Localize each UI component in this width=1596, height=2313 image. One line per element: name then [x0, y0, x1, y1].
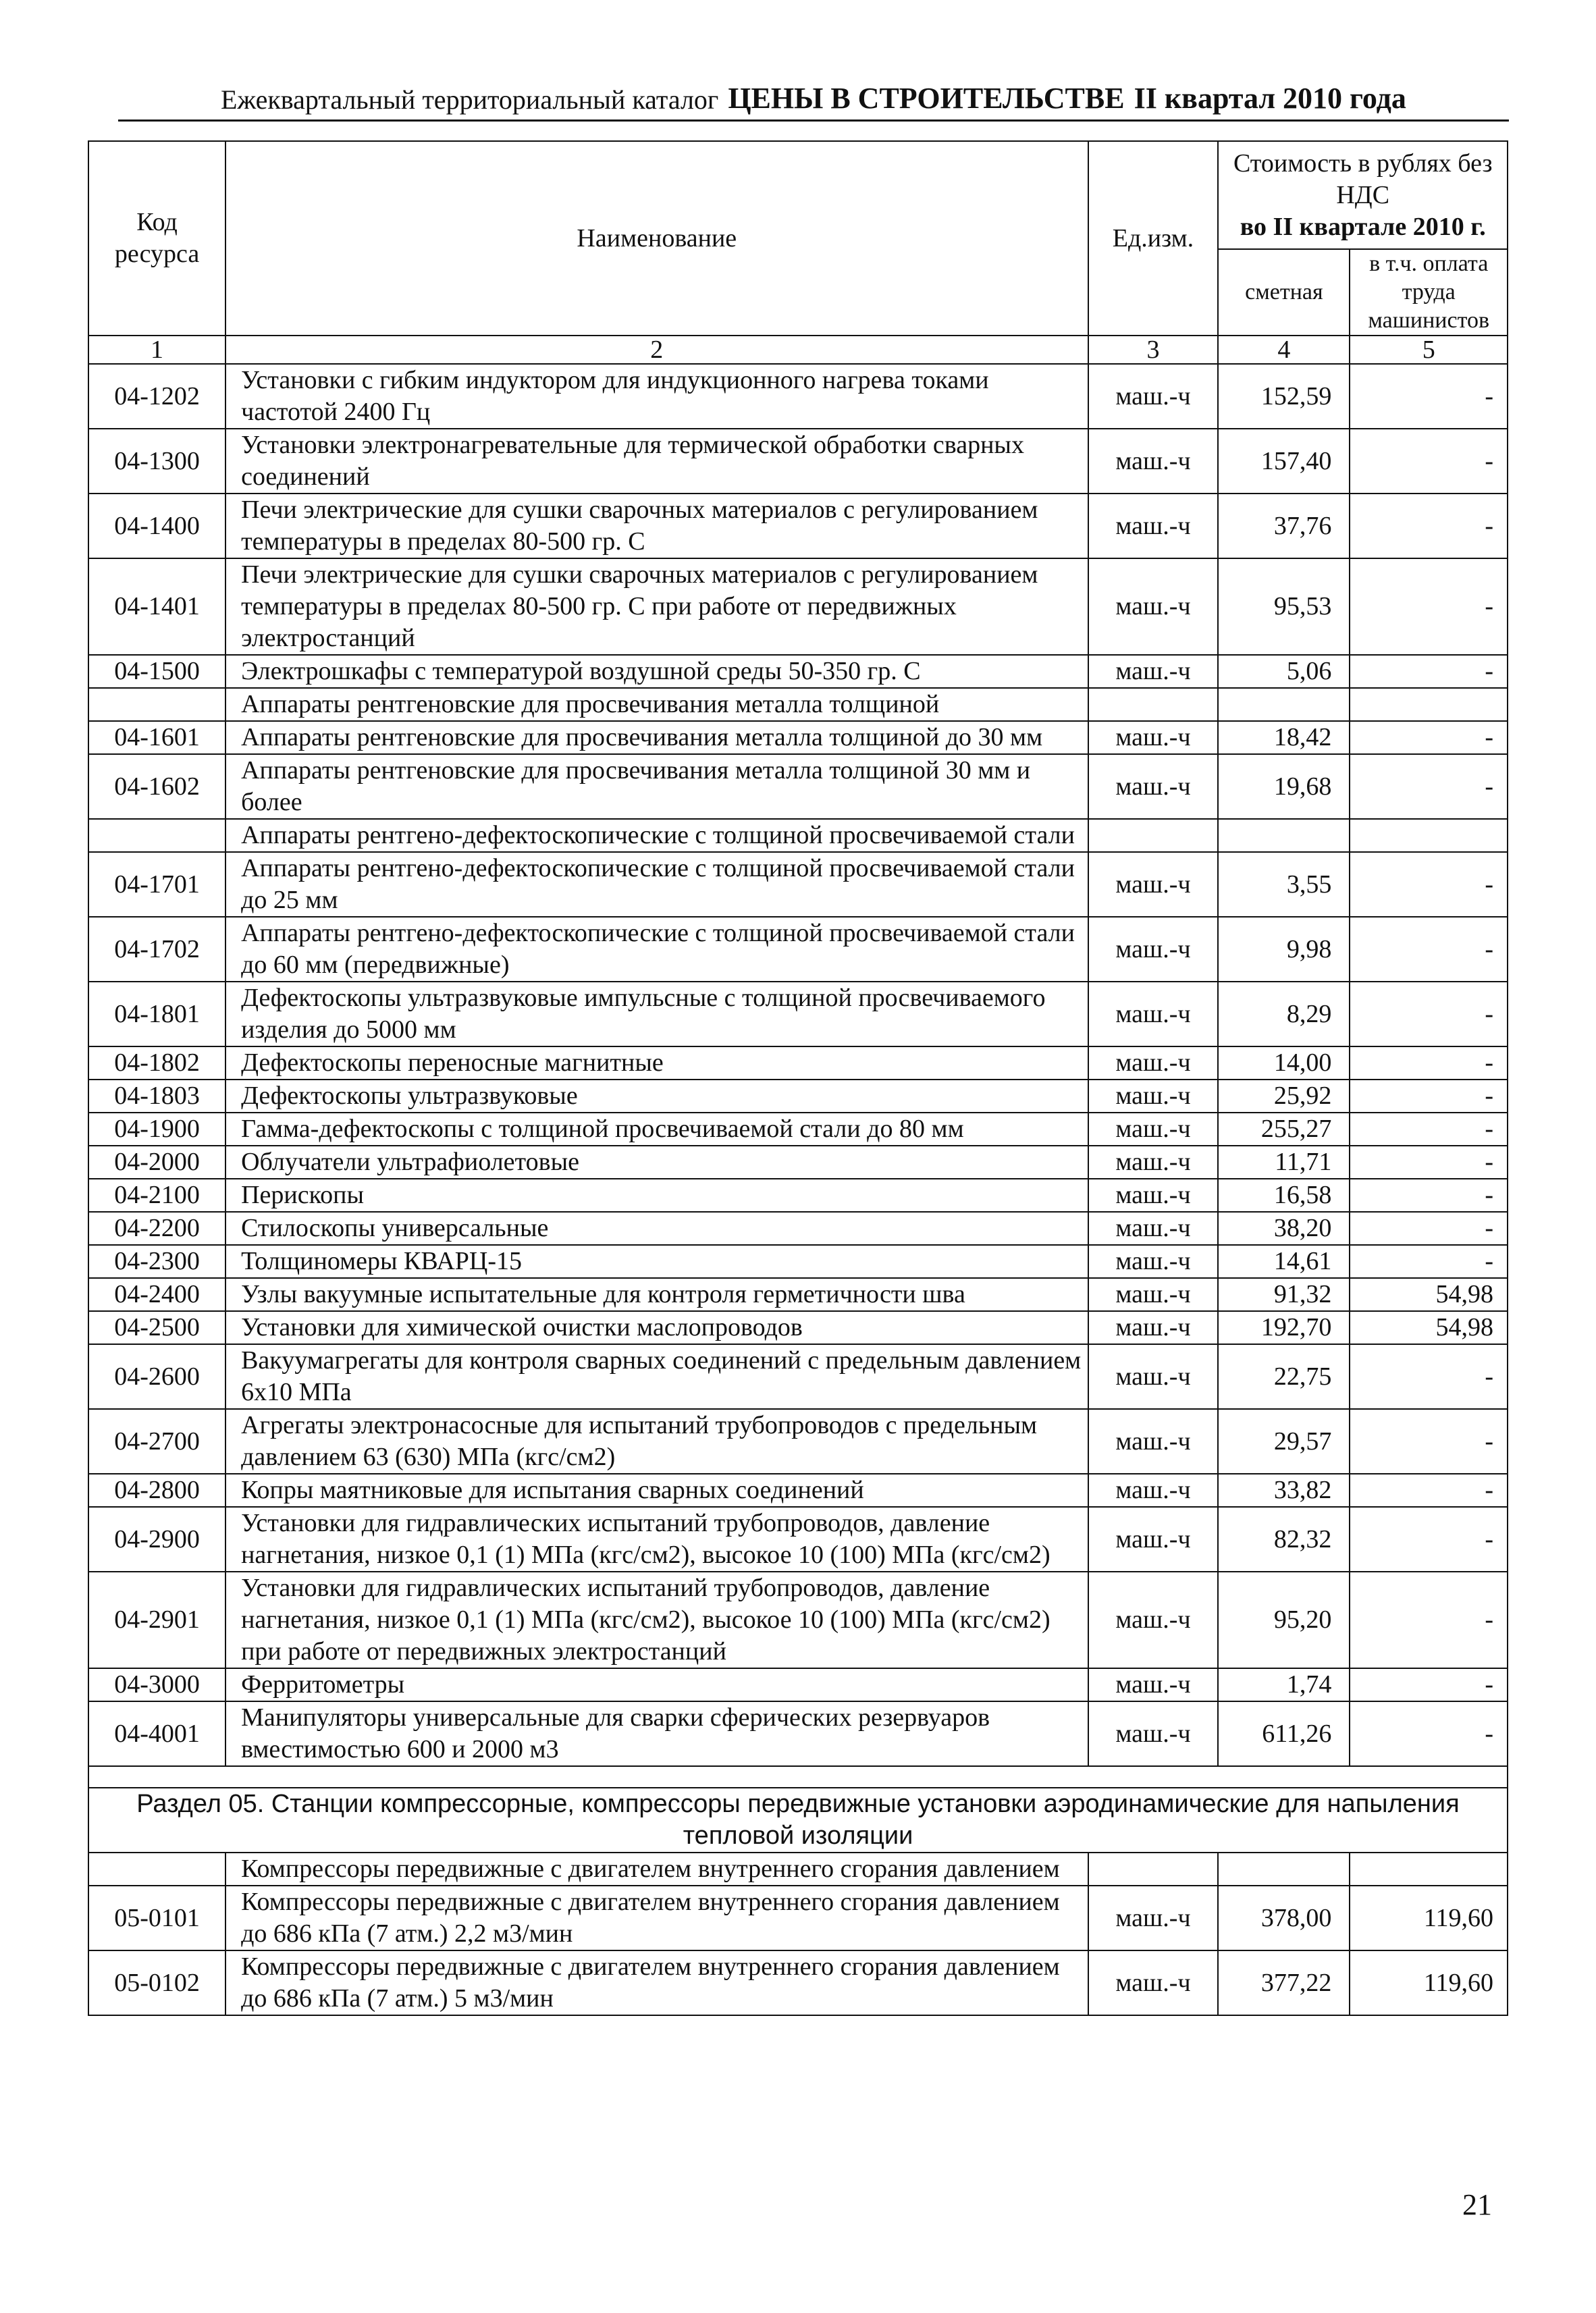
resource-name: Установки для химической очистки маслопроводов	[225, 1311, 1088, 1344]
tariff-cell: -	[1350, 1572, 1508, 1668]
resource-name: Копры маятниковые для испытания сварных соединений	[225, 1474, 1088, 1507]
table-row	[88, 982, 1508, 1046]
tariff-cell: -	[1350, 1080, 1508, 1113]
tariff-cell: -	[1350, 721, 1508, 754]
table-row	[88, 364, 1508, 429]
section-title: Раздел 05. Станции компрессорные, компрессоры передвижные установки аэродинамические для напыления тепловой изоляции	[88, 1788, 1508, 1853]
unit-cell	[1088, 688, 1219, 721]
tariff-cell: -	[1350, 852, 1508, 917]
resource-code: 04-2000	[88, 1146, 225, 1179]
tariff-cell: -	[1350, 982, 1508, 1046]
resource-name: Аппараты рентгено-дефектоскопические с толщиной просвечиваемой стали до 25 мм	[225, 852, 1088, 917]
resource-code: 04-2200	[88, 1212, 225, 1245]
resource-code	[88, 688, 225, 721]
tariff-cell: -	[1350, 494, 1508, 558]
resource-name: Толщиномеры КВАРЦ-15	[225, 1245, 1088, 1278]
page-number: 21	[1462, 2188, 1492, 2221]
resource-code: 05-0101	[88, 1886, 225, 1950]
table-row	[88, 1311, 1508, 1344]
unit-cell: маш.-ч	[1088, 852, 1219, 917]
resource-code: 04-2100	[88, 1179, 225, 1212]
resource-code: 04-1803	[88, 1080, 225, 1113]
resource-code: 04-1202	[88, 364, 225, 429]
price-cell: 152,59	[1218, 364, 1350, 429]
unit-cell: маш.-ч	[1088, 1886, 1219, 1950]
column-header-unit: Ед.изм.	[1088, 141, 1219, 336]
tariff-cell: -	[1350, 1409, 1508, 1474]
price-cell: 25,92	[1218, 1080, 1350, 1113]
column-header-code: Код ресурса	[88, 141, 225, 336]
resource-name: Дефектоскопы ультразвуковые импульсные с толщиной просвечиваемого изделия до 5000 мм	[225, 982, 1088, 1046]
column-number: 3	[1088, 336, 1219, 364]
price-cell: 5,06	[1218, 655, 1350, 688]
table-row	[88, 1245, 1508, 1278]
resource-name: Печи электрические для сушки сварочных материалов с регулированием температуры в пределах 80-500 гр. С	[225, 494, 1088, 558]
resource-name: Аппараты рентгеновские для просвечивания металла толщиной 30 мм и более	[225, 754, 1088, 819]
table-row	[88, 429, 1508, 494]
resource-code: 04-2600	[88, 1344, 225, 1409]
unit-cell: маш.-ч	[1088, 364, 1219, 429]
resource-code: 04-1701	[88, 852, 225, 917]
tariff-cell: -	[1350, 558, 1508, 655]
unit-cell: маш.-ч	[1088, 1278, 1219, 1311]
tariff-cell: -	[1350, 1046, 1508, 1080]
resource-code: 04-1300	[88, 429, 225, 494]
price-table	[88, 140, 1508, 2016]
tariff-cell: -	[1350, 1212, 1508, 1245]
column-header-estimate: сметная	[1218, 249, 1350, 336]
cost-group-label: Стоимость в рублях без НДС	[1233, 149, 1493, 209]
unit-cell: маш.-ч	[1088, 1950, 1219, 2015]
section-row	[88, 1788, 1508, 1853]
unit-cell: маш.-ч	[1088, 1113, 1219, 1146]
catalog-title: ЦЕНЫ В СТРОИТЕЛЬСТВЕ	[728, 82, 1125, 115]
unit-cell: маш.-ч	[1088, 1409, 1219, 1474]
table-row	[88, 819, 1508, 852]
resource-code: 04-1401	[88, 558, 225, 655]
resource-name: Установки электронагревательные для термической обработки сварных соединений	[225, 429, 1088, 494]
table-row	[88, 1572, 1508, 1668]
table-row	[88, 1701, 1508, 1766]
tariff-cell: -	[1350, 1668, 1508, 1701]
tariff-cell: -	[1350, 754, 1508, 819]
resource-code: 04-1802	[88, 1046, 225, 1080]
resource-name: Облучатели ультрафиолетовые	[225, 1146, 1088, 1179]
table-row	[88, 1212, 1508, 1245]
column-header-cost	[1218, 141, 1508, 249]
unit-cell: маш.-ч	[1088, 1179, 1219, 1212]
unit-cell: маш.-ч	[1088, 655, 1219, 688]
price-cell: 8,29	[1218, 982, 1350, 1046]
unit-cell: маш.-ч	[1088, 1572, 1219, 1668]
resource-name: Печи электрические для сушки сварочных материалов с регулированием температуры в пределах 80-500 гр. С при работе от передвижных электростанций	[225, 558, 1088, 655]
resource-code: 04-3000	[88, 1668, 225, 1701]
column-header-name: Наименование	[225, 141, 1088, 336]
price-cell: 82,32	[1218, 1507, 1350, 1572]
unit-cell: маш.-ч	[1088, 1146, 1219, 1179]
price-cell: 14,00	[1218, 1046, 1350, 1080]
price-cell: 255,27	[1218, 1113, 1350, 1146]
table-row	[88, 1146, 1508, 1179]
tariff-cell: -	[1350, 1146, 1508, 1179]
resource-code: 04-2400	[88, 1278, 225, 1311]
resource-name: Установки для гидравлических испытаний трубопроводов, давление нагнетания, низкое 0,1 (1) МПа (кгс/см2), высокое 10 (100) МПа (кгс/см2) при работе от передвижных электростанций	[225, 1572, 1088, 1668]
price-cell: 3,55	[1218, 852, 1350, 917]
resource-code	[88, 819, 225, 852]
tariff-cell: -	[1350, 1179, 1508, 1212]
column-number: 4	[1218, 336, 1350, 364]
table-row	[88, 754, 1508, 819]
resource-name: Аппараты рентгено-дефектоскопические с толщиной просвечиваемой стали	[225, 819, 1088, 852]
price-cell: 16,58	[1218, 1179, 1350, 1212]
table-row	[88, 1853, 1508, 1886]
resource-code: 04-1900	[88, 1113, 225, 1146]
resource-name: Компрессоры передвижные с двигателем внутреннего сгорания давлением до 686 кПа (7 атм.) 2,2 м3/мин	[225, 1886, 1088, 1950]
table-row	[88, 1080, 1508, 1113]
column-header-tariff: в т.ч. оплата труда машинистов	[1350, 249, 1508, 336]
table-row	[88, 1409, 1508, 1474]
resource-name: Агрегаты электронасосные для испытаний трубопроводов с предельным давлением 63 (630) МПа (кгс/см2)	[225, 1409, 1088, 1474]
price-cell: 38,20	[1218, 1212, 1350, 1245]
resource-name: Аппараты рентгено-дефектоскопические с толщиной просвечиваемой стали до 60 мм (передвижные)	[225, 917, 1088, 982]
tariff-cell: -	[1350, 1701, 1508, 1766]
resource-name: Ферритометры	[225, 1668, 1088, 1701]
tariff-cell: -	[1350, 1344, 1508, 1409]
section-gap	[88, 1766, 1508, 1788]
table-row	[88, 1179, 1508, 1212]
unit-cell: маш.-ч	[1088, 1311, 1219, 1344]
resource-code: 04-4001	[88, 1701, 225, 1766]
price-cell: 377,22	[1218, 1950, 1350, 2015]
resource-name: Установки с гибким индуктором для индукционного нагрева токами частотой 2400 Гц	[225, 364, 1088, 429]
unit-cell: маш.-ч	[1088, 1507, 1219, 1572]
tariff-cell: -	[1350, 655, 1508, 688]
unit-cell: маш.-ч	[1088, 1046, 1219, 1080]
tariff-cell	[1350, 1853, 1508, 1886]
price-cell: 14,61	[1218, 1245, 1350, 1278]
price-cell: 95,20	[1218, 1572, 1350, 1668]
tariff-cell: 54,98	[1350, 1311, 1508, 1344]
resource-name: Компрессоры передвижные с двигателем внутреннего сгорания давлением до 686 кПа (7 атм.) 5 м3/мин	[225, 1950, 1088, 2015]
price-cell	[1218, 1853, 1350, 1886]
price-cell: 611,26	[1218, 1701, 1350, 1766]
resource-name: Дефектоскопы ультразвуковые	[225, 1080, 1088, 1113]
unit-cell	[1088, 819, 1219, 852]
price-cell: 378,00	[1218, 1886, 1350, 1950]
price-cell: 18,42	[1218, 721, 1350, 754]
resource-code	[88, 1853, 225, 1886]
unit-cell: маш.-ч	[1088, 1212, 1219, 1245]
unit-cell: маш.-ч	[1088, 1474, 1219, 1507]
resource-name: Гамма-дефектоскопы с толщиной просвечиваемой стали до 80 мм	[225, 1113, 1088, 1146]
resource-code: 04-1400	[88, 494, 225, 558]
tariff-cell: -	[1350, 364, 1508, 429]
table-row	[88, 1113, 1508, 1146]
resource-name: Электрошкафы с температурой воздушной среды 50-350 гр. С	[225, 655, 1088, 688]
unit-cell: маш.-ч	[1088, 429, 1219, 494]
table-row	[88, 688, 1508, 721]
tariff-cell: -	[1350, 1245, 1508, 1278]
unit-cell: маш.-ч	[1088, 1245, 1219, 1278]
table-row	[88, 852, 1508, 917]
catalog-period: II квартал 2010 года	[1134, 82, 1406, 115]
page-header	[118, 73, 1509, 122]
table-row	[88, 1507, 1508, 1572]
table-row	[88, 494, 1508, 558]
price-cell: 192,70	[1218, 1311, 1350, 1344]
tariff-cell: -	[1350, 429, 1508, 494]
price-cell: 29,57	[1218, 1409, 1350, 1474]
table-row	[88, 917, 1508, 982]
resource-code: 04-2300	[88, 1245, 225, 1278]
resource-name: Установки для гидравлических испытаний трубопроводов, давление нагнетания, низкое 0,1 (1) МПа (кгс/см2), высокое 10 (100) МПа (кгс/см2)	[225, 1507, 1088, 1572]
table-row	[88, 1046, 1508, 1080]
price-cell	[1218, 819, 1350, 852]
column-number: 2	[225, 336, 1088, 364]
tariff-cell: -	[1350, 1113, 1508, 1146]
price-cell: 95,53	[1218, 558, 1350, 655]
tariff-cell	[1350, 819, 1508, 852]
resource-code: 04-2500	[88, 1311, 225, 1344]
resource-code: 04-1602	[88, 754, 225, 819]
catalog-prefix: Ежеквартальный территориальный каталог	[221, 84, 719, 115]
price-cell: 91,32	[1218, 1278, 1350, 1311]
unit-cell: маш.-ч	[1088, 558, 1219, 655]
table-row	[88, 558, 1508, 655]
resource-name: Аппараты рентгеновские для просвечивания металла толщиной до 30 мм	[225, 721, 1088, 754]
resource-name: Дефектоскопы переносные магнитные	[225, 1046, 1088, 1080]
table-row	[88, 1950, 1508, 2015]
resource-name: Стилоскопы универсальные	[225, 1212, 1088, 1245]
tariff-cell: 119,60	[1350, 1886, 1508, 1950]
tariff-cell	[1350, 688, 1508, 721]
resource-name: Перископы	[225, 1179, 1088, 1212]
resource-name: Вакуумагрегаты для контроля сварных соединений с предельным давлением 6х10 МПа	[225, 1344, 1088, 1409]
price-cell: 1,74	[1218, 1668, 1350, 1701]
unit-cell: маш.-ч	[1088, 1668, 1219, 1701]
resource-code: 04-2900	[88, 1507, 225, 1572]
table-row	[88, 1278, 1508, 1311]
resource-code: 04-1601	[88, 721, 225, 754]
resource-name: Узлы вакуумные испытательные для контроля герметичности шва	[225, 1278, 1088, 1311]
tariff-cell: -	[1350, 1507, 1508, 1572]
tariff-cell: 119,60	[1350, 1950, 1508, 2015]
resource-code: 04-2700	[88, 1409, 225, 1474]
price-cell: 22,75	[1218, 1344, 1350, 1409]
tariff-cell: -	[1350, 917, 1508, 982]
unit-cell: маш.-ч	[1088, 1080, 1219, 1113]
unit-cell: маш.-ч	[1088, 982, 1219, 1046]
unit-cell: маш.-ч	[1088, 754, 1219, 819]
table-row	[88, 1886, 1508, 1950]
unit-cell: маш.-ч	[1088, 494, 1219, 558]
column-number: 1	[88, 336, 225, 364]
table-row	[88, 1668, 1508, 1701]
tariff-cell: -	[1350, 1474, 1508, 1507]
table-row	[88, 1474, 1508, 1507]
unit-cell: маш.-ч	[1088, 1701, 1219, 1766]
tariff-cell: 54,98	[1350, 1278, 1508, 1311]
unit-cell	[1088, 1853, 1219, 1886]
unit-cell: маш.-ч	[1088, 917, 1219, 982]
price-cell: 157,40	[1218, 429, 1350, 494]
resource-code: 04-2901	[88, 1572, 225, 1668]
resource-name: Аппараты рентгеновские для просвечивания металла толщиной	[225, 688, 1088, 721]
resource-code: 04-1702	[88, 917, 225, 982]
column-number: 5	[1350, 336, 1508, 364]
price-cell: 11,71	[1218, 1146, 1350, 1179]
price-cell	[1218, 688, 1350, 721]
table-row	[88, 721, 1508, 754]
resource-code: 05-0102	[88, 1950, 225, 2015]
resource-code: 04-2800	[88, 1474, 225, 1507]
table-row	[88, 655, 1508, 688]
resource-name: Манипуляторы универсальные для сварки сферических резервуаров вместимостью 600 и 2000 м3	[225, 1701, 1088, 1766]
price-cell: 37,76	[1218, 494, 1350, 558]
price-cell: 9,98	[1218, 917, 1350, 982]
price-cell: 33,82	[1218, 1474, 1350, 1507]
resource-code: 04-1801	[88, 982, 225, 1046]
unit-cell: маш.-ч	[1088, 721, 1219, 754]
resource-name: Компрессоры передвижные с двигателем внутреннего сгорания давлением	[225, 1853, 1088, 1886]
resource-code: 04-1500	[88, 655, 225, 688]
cost-period-label: во II квартале 2010 г.	[1240, 212, 1486, 241]
table-row	[88, 1344, 1508, 1409]
unit-cell: маш.-ч	[1088, 1344, 1219, 1409]
price-cell: 19,68	[1218, 754, 1350, 819]
